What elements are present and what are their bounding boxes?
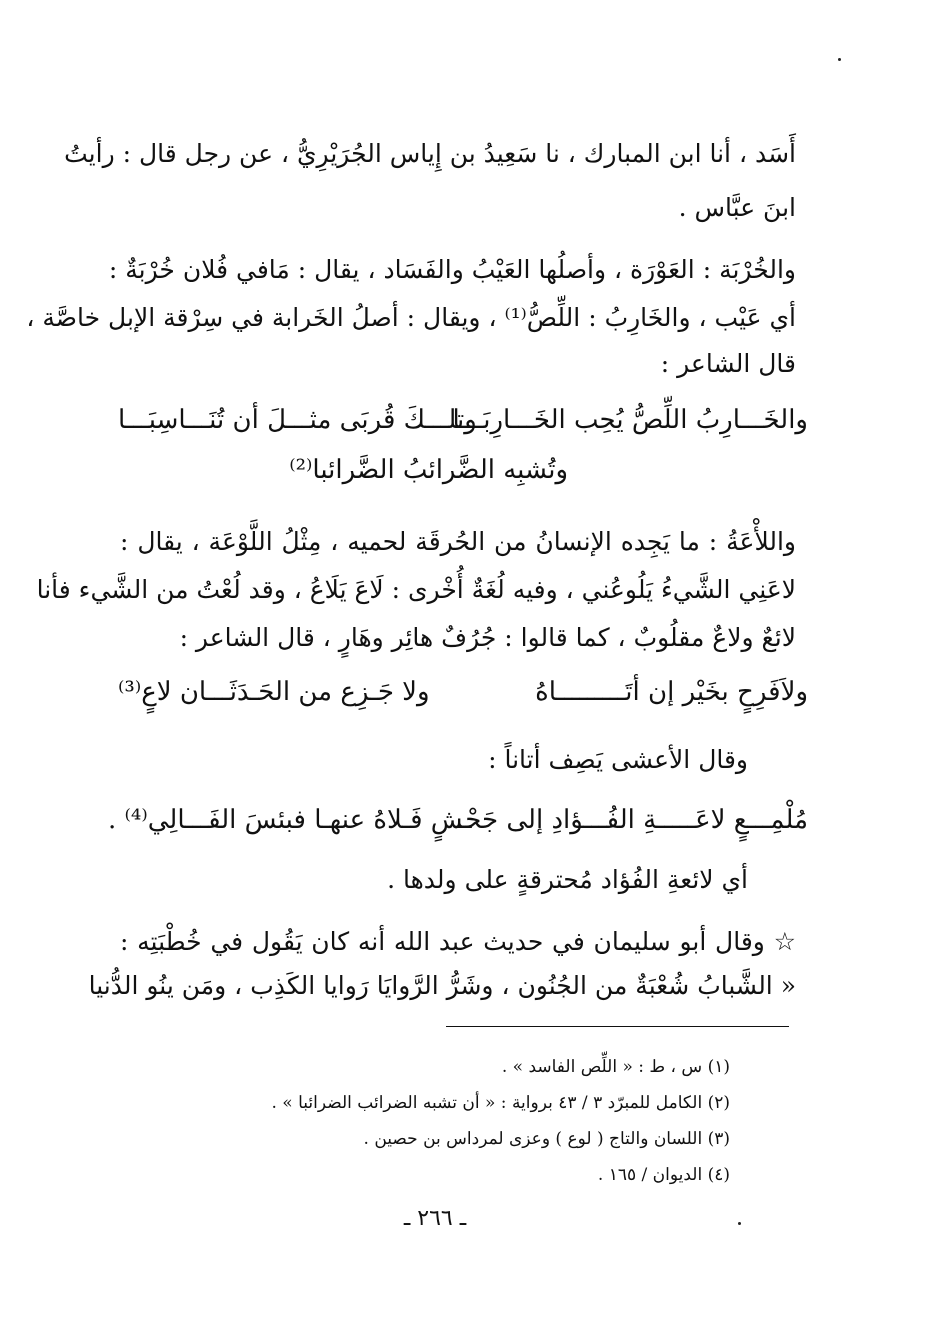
text-line: قال الشاعر : (660, 349, 796, 378)
verse-hemistich: ولا جَـزِع من الحَـدَثَـــان لاعٍ⁽³⁾ (118, 677, 430, 707)
text-line: لاعَنِي الشَّيءُ يَلُوعُني ، وفيه لُغَةٌ أُخْرى : لَاعَ يَلَاعُ ، وقد لُعْتُ من الشَّيء فأنا (36, 575, 796, 604)
page-number: ـ ٢٦٦ ـ (403, 1206, 467, 1231)
footnote: (١) س ، ط : « اللِّص الفاسد » . (501, 1057, 730, 1077)
verse-line: وتُشبِه الضَّرائبُ الضَّرائبا⁽²⁾ (289, 455, 568, 485)
text-line: والخُرْبَة : العَوْرَة ، وأصلُها العَيْبُ والفَسَاد ، يقال : مَافي فُلان خُرْبَةٌ : (108, 255, 796, 284)
footnote: (٣) اللسان والتاج ( لوع ) وعزى لمرداس بن حصين . (363, 1129, 730, 1149)
verse-hemistich: مُلْمِـــعٍ لاعَـــــةِ الفُـــؤادِ إلى جَحْـ (457, 805, 808, 835)
text-line: أي لائعةِ الفُؤاد مُحترقةٍ على ولدها . (387, 865, 748, 894)
footnote-separator (446, 1026, 789, 1027)
verse-hemistich: ولاَفَرِحٍ بخَيْر إن أتَـــــــــاهُ (535, 677, 808, 707)
text-line: أَسَد ، أنا ابن المبارك ، نا سَعِيدُ بن إِياس الجُرَيْرِيُّ ، عن رجل قال : رأيتُ (64, 139, 796, 168)
text-line: ☆ وقال أبو سليمان في حديث عبد الله أنه كان يَقُول في خُطْبَتِه : (120, 927, 796, 956)
text-line: أي عَيْب ، والخَارِبُ : اللِّصُّ⁽¹⁾ ، ويقال : أصلُ الخَرابة في سِرْقة الإبل خاصَّة ، (26, 303, 796, 332)
verse-hemistich: ـشٍ فَـلاهُ عنهـا فبئسَ الفَـــالِي⁽⁴⁾ . (108, 805, 472, 835)
verse (118, 672, 808, 712)
text-line: « الشَّبابُ شُعْبَةٌ من الجُنُون ، وشَرُّ الرَّوايَا رَوايا الكَذِب ، ومَن ينُو الدُّنيا (88, 971, 796, 1000)
verse-hemistich: وتلـــكَ قُربَى مثـــلَ أن تُنَـــاسِبَـــا (118, 405, 477, 435)
verse-hemistich: والخَـــارِبُ اللِّصُّ يُحِب الخَـــارِبَـــا (452, 405, 808, 435)
scan-speck (838, 58, 841, 61)
text-line: واللأْعَةُ : ما يَجِده الإنسانُ من الحُرقَة لحميه ، مِثْلُ اللَّوْعَة ، يقال : (120, 527, 796, 556)
text-line: ابنَ عبَّاس . (678, 193, 796, 222)
text-line: وقال الأعشى يَصِف أتاناً : (488, 745, 748, 774)
verse (118, 400, 808, 440)
text-line: لائعٌ ولاعٌ مقلُوبٌ ، كما قالوا : جُرُفٌ هائِر وهَارٍ ، قال الشاعر : (179, 623, 796, 652)
footnote: (٤) الديوان / ١٦٥ . (597, 1165, 730, 1185)
verse (108, 800, 808, 840)
scan-speck (738, 1222, 741, 1225)
footnote: (٢) الكامل للمبرّد ٣ / ٤٣ برواية : « أن تشبه الضرائب الضرائبا » . (271, 1093, 730, 1113)
